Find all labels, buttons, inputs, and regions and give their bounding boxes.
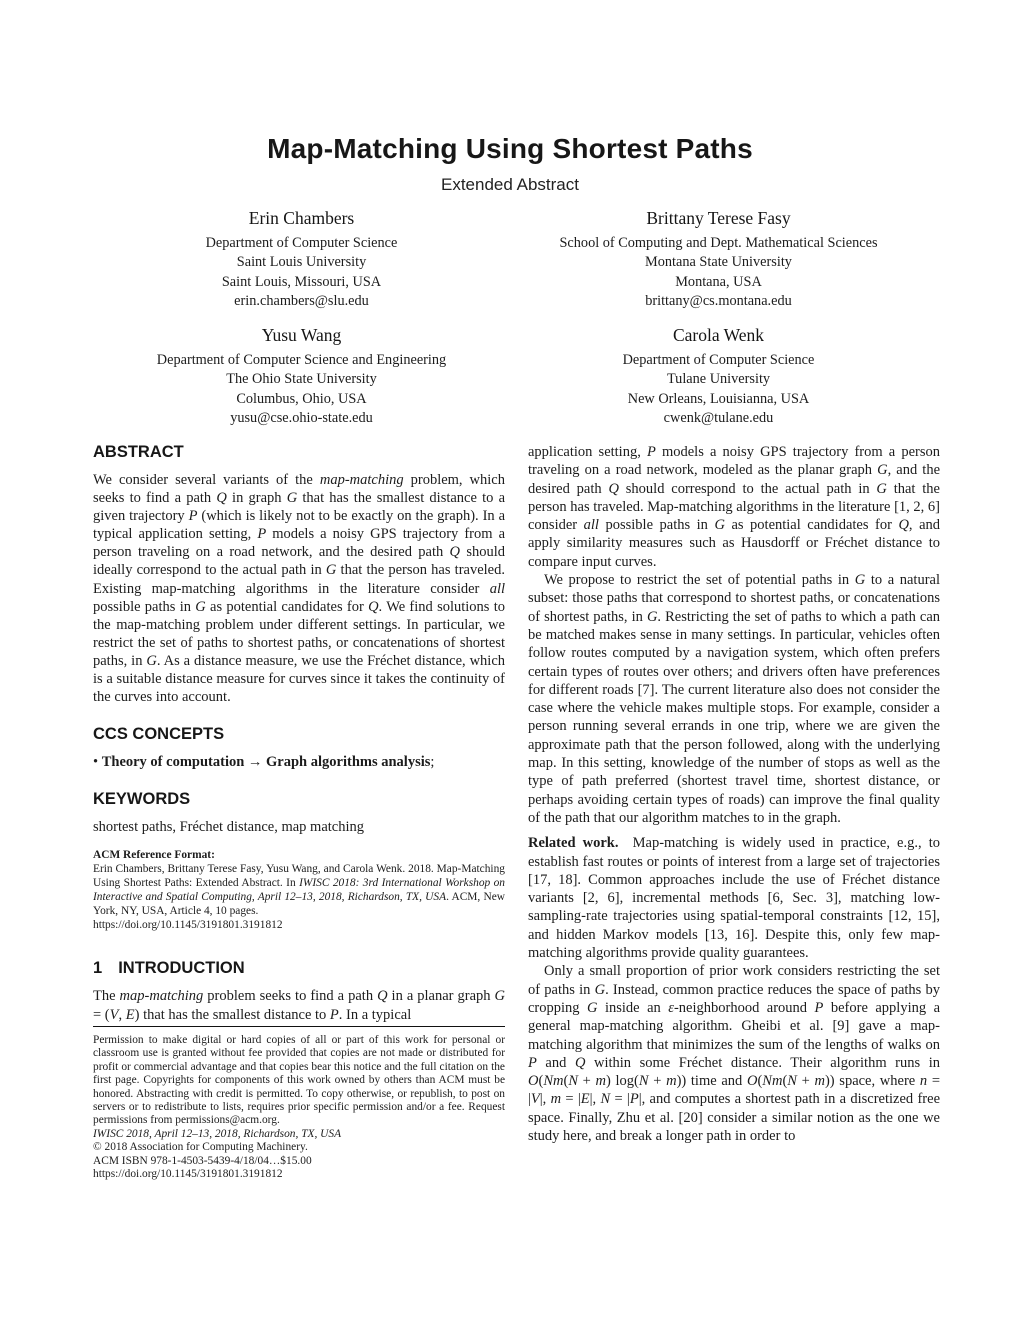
footnote-section: [93, 1026, 505, 1181]
paper-title: Map-Matching Using Shortest Paths: [267, 133, 753, 164]
author-department: Department of Computer Science and Engineering: [156, 352, 447, 368]
section-number: 1: [93, 959, 103, 978]
body-paragraph: application setting, P models a noisy GPS trajectory from a person traveling on a road network, modeled as the planar graph G, and the desired path Q should correspond to the actual path in G that the person has traveled. Map-matching algorithms in the literature [1, 2, 6] consider all possible paths in G as potential candidates for Q, and apply similarity measures such as Hausdorff or Fréchet distance to compare input curves.: [528, 444, 941, 570]
author-name: Yusu Wang: [261, 325, 342, 345]
author-name: Erin Chambers: [248, 208, 355, 228]
page-header: [0, 133, 1020, 195]
introduction-text: The map-matching problem seeks to find a path Q in a planar graph G = (V, E) that has the smallest distance to P. In a typical: [93, 988, 505, 1023]
author-university: Montana State University: [645, 254, 792, 271]
author-location: Montana, USA: [675, 273, 762, 290]
acm-reference-section: [93, 848, 505, 932]
abstract-section: [93, 443, 505, 706]
author-name: Brittany Terese Fasy: [646, 208, 791, 228]
abstract-text: We consider several variants of the map-matching problem, which seeks to find a path Q in graph G that has the smallest distance to a given trajectory P (which is likely not to be exactly on the graph). In a typical application setting, P models a noisy GPS trajectory from a person traveling on a road network, and the desired path Q should ideally correspond to the actual path in G that the person has traveled. Existing map-matching algorithms in the literature consider all possible paths in G as potential candidates for Q. We find solutions to the map-matching problem under different settings. In particular, we restrict the set of paths to shortest paths, or concatenations of shortest paths, in G. As a distance measure, we use the Fréchet distance, which is a suitable distance measure for curves since it takes the continuity of the curves into account.: [93, 472, 506, 706]
right-column: [528, 443, 940, 1145]
author-location: New Orleans, Louisianna, USA: [627, 390, 810, 407]
author-university: Tulane University: [666, 371, 771, 388]
keywords-section: [93, 790, 505, 836]
body-paragraph: Only a small proportion of prior work considers restricting the set of paths in G. Instead, common practice reduces the space of paths by cropping G inside an ε-neighborhood around P before applying a general map-matching algorithm. Gheibi et al. [9] gave a map-matching algorithm that minimizes the sum of the lengths of walks on P and Q within some Fréchet distance. Their algorithm runs in O(Nm(N + m) log(N + m)) time and O(Nm(N + m)) space, where n = |V|, m = |E|, N = |P|, and computes a shortest path in a discretized free space. Finally, Zhu et al. [20] consider a similar notion as the one we study here, and break a longer path in order to: [528, 963, 941, 1144]
author-block-brittany-fasy: [510, 208, 927, 312]
footnote-rule: [93, 1026, 505, 1027]
author-department: Department of Computer Science: [622, 352, 815, 368]
acm-reference-text: Erin Chambers, Brittany Terese Fasy, Yusu Wang, and Carola Wenk. 2018. Map-Matching Using Shortest Paths: Extended Abstract. In IWISC 2018: 3rd International Workshop on Interactive and Spatial Computing, April 12–13, 2018, Richardson, TX, USA. ACM, New York, NY, USA, Article 4, 10 pages.: [93, 863, 506, 918]
footnote-permission-text: Permission to make digital or hard copies of all or part of this work for personal or classroom use is granted without fee provided that copies are not made or distributed for profit or commercial advantage and that copies bear this notice and the full citation on the first page. Copyrights for components of this work owned by others than ACM must be honored. Abstracting with credit is permitted. To copy otherwise, or republish, to post on servers or to redistribute to lists, requires prior specific permission and/or a fee. Request permissions from permissions@acm.org.: [93, 1034, 505, 1127]
footnote-doi-link[interactable]: https://doi.org/10.1145/3191801.3191812: [93, 1168, 283, 1181]
abstract-heading: ABSTRACT: [93, 443, 184, 461]
authors-grid-row-1: [93, 208, 927, 312]
footnote-venue-line: IWISC 2018, April 12–13, 2018, Richardson, TX, USA: [93, 1127, 342, 1140]
authors-grid-row-2: [93, 325, 927, 429]
paper-subtitle: Extended Abstract: [441, 175, 579, 194]
author-block-yusu-wang: [93, 325, 510, 429]
author-location: Columbus, Ohio, USA: [236, 390, 367, 407]
footnote-copyright-line: © 2018 Association for Computing Machinery.: [93, 1141, 308, 1154]
author-email: erin.chambers@slu.edu: [234, 293, 369, 310]
introduction-heading: [93, 959, 505, 978]
author-university: Saint Louis University: [236, 254, 367, 271]
footnote-isbn-line: ACM ISBN 978-1-4503-5439-4/18/04…$15.00: [93, 1154, 312, 1167]
author-email: cwenk@tulane.edu: [663, 410, 774, 427]
author-email: yusu@cse.ohio-state.edu: [230, 410, 373, 427]
acm-reference-heading: ACM Reference Format:: [93, 849, 215, 862]
keywords-text: shortest paths, Fréchet distance, map matching: [93, 819, 364, 836]
keywords-heading: KEYWORDS: [93, 790, 191, 809]
author-block-carola-wenk: [510, 325, 927, 429]
author-name: Carola Wenk: [672, 325, 765, 345]
left-column: [93, 443, 505, 1024]
body-paragraph: We propose to restrict the set of potential paths in G to a natural subset: those paths that correspond to shortest paths, or concatenations of shortest paths, in G. Restricting the set of paths to which a path can be matched makes sense in many settings. In particular, vehicles often follow routes computed by a navigation system, which often prefers certain types of routes over others; and drivers often have preferences for different roads [7]. The current literature also does not consider the case where the vehicle makes multiple stops. For example, consider a person running several errands in one trip, where we are given the approximate path that the person followed, along with the underlying map. In this setting, knowledge of the number of stops as well as the type of path preferred (shortest travel time, shortest distance, or perhaps avoiding certain types of roads) can improve the final quality of the path that our algorithm matches to in the graph.: [528, 572, 940, 826]
author-department: Department of Computer Science: [205, 235, 398, 251]
author-email: brittany@cs.montana.edu: [645, 293, 792, 310]
ccs-concepts-heading: CCS CONCEPTS: [93, 725, 225, 744]
author-university: The Ohio State University: [226, 371, 377, 388]
author-department: School of Computing and Dept. Mathematical Sciences: [559, 235, 878, 251]
related-work-paragraph: Related work. Map-matching is widely used in practice, e.g., to establish fast routes or points of interest from a large set of trajectories [17, 18]. Common approaches include the use of Fréchet distance variants [2, 6], incremental methods [6, Sec. 3], matching low-sampling-rate trajectories using spatial-temporal constraints [12, 15], and hidden Markov models [13, 16]. Despite this, only few map-matching algorithms provide quality guarantees.: [528, 835, 940, 962]
author-location: Saint Louis, Missouri, USA: [221, 273, 382, 290]
introduction-heading-label: INTRODUCTION: [118, 959, 245, 978]
acm-reference-doi-link[interactable]: https://doi.org/10.1145/3191801.3191812: [93, 919, 283, 932]
introduction-section: [93, 959, 505, 1023]
ccs-concepts-text: • Theory of computation → Graph algorithms analysis;: [93, 754, 435, 771]
author-block-erin-chambers: [93, 208, 510, 312]
ccs-concepts-section: [93, 725, 505, 771]
